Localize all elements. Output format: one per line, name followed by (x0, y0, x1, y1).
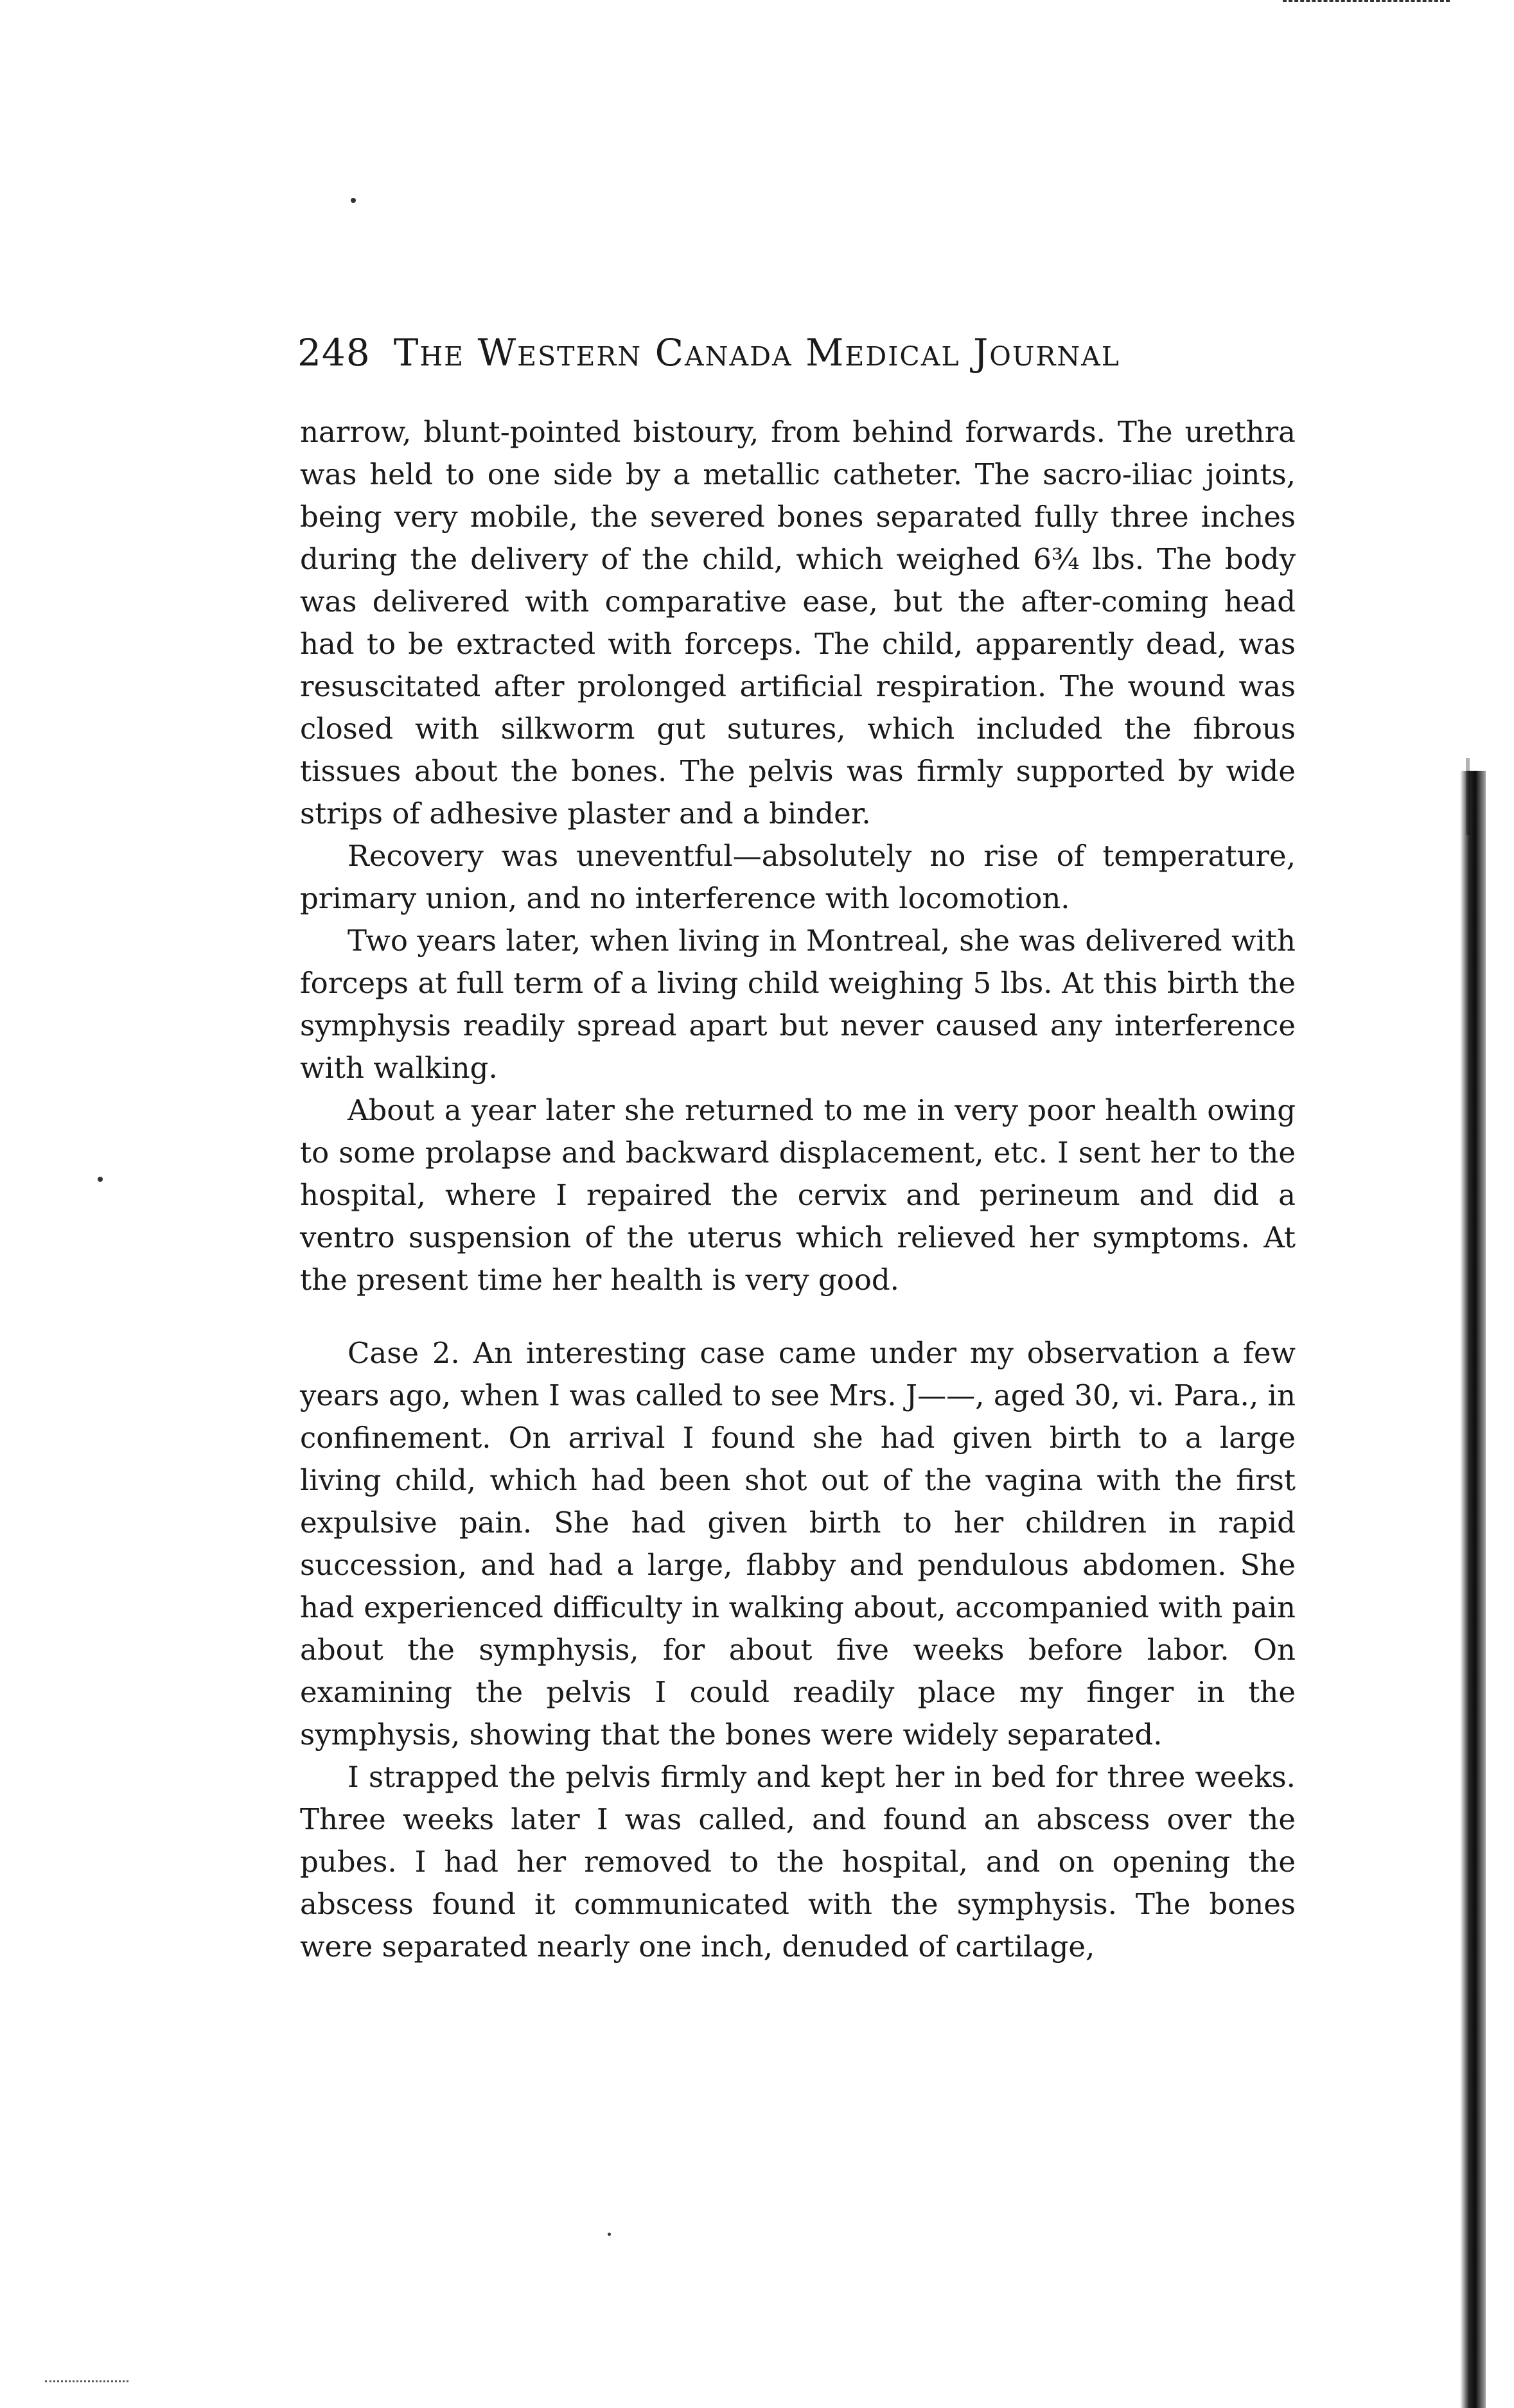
paragraph: Case 2. An interesting case came under my observation a few years ago, when I was called to see Mrs. J——, aged 30, vi. Para., in confinement. On arrival I found she had given birth to a large living child, which had been shot out of the vagina with the first expulsive pain. She had given birth to her children in rapid succession, and had a large, flabby and pendulous abdomen. She had experienced difficulty in walking about, accompanied with pain about the symphysis, for about five weeks before labor. On examining the pelvis I could readily place my finger in the symphysis, showing that the bones were widely separated. (300, 1336, 1296, 1752)
binding-shadow (1460, 771, 1486, 2408)
paragraph: Two years later, when living in Montreal, she was delivered with forceps at full term of a living child weighing 5 lbs. At this birth the symphysis readily spread apart but never caused any interference with walking. (300, 924, 1296, 1085)
scan-artifact-bottom (45, 2380, 128, 2386)
body-text (300, 411, 1296, 1968)
paragraph: I strapped the pelvis firmly and kept her in bed for three weeks. Three weeks later I was called, and found an abscess over the pubes. I had her removed to the hospital, and on opening the abscess found it communicated with the symphysis. The bones were separated nearly one inch, denuded of cartilage, (300, 1760, 1296, 1964)
scan-artifact-top (1283, 0, 1450, 8)
scan-speck (98, 1177, 103, 1182)
scan-speck (351, 198, 356, 203)
journal-title: The Western Canada Medical Journal (393, 331, 1121, 374)
paragraph: Recovery was uneventful—absolutely no rise of temperature, primary union, and no interference with locomotion. (300, 839, 1296, 915)
paragraph: narrow, blunt-pointed bistoury, from behind forwards. The urethra was held to one side by a metallic catheter. The sacro-iliac joints, being very mobile, the severed bones separated fully three inches during the delivery of the child, which weighed 6¾ lbs. The body was delivered with comparative ease, but the after-coming head had to be extracted with forceps. The child, apparently dead, was resuscitated after prolonged artificial respiration. The wound was closed with silkworm gut sutures, which included the fibrous tissues about the bones. The pelvis was firmly supported by wide strips of adhesive plaster and a binder. (300, 415, 1296, 830)
page-number: 248 (297, 331, 371, 374)
running-header (297, 331, 1299, 374)
paragraph: About a year later she returned to me in very poor health owing to some prolapse and backward displacement, etc. I sent her to the hospital, where I repaired the cervix and perineum and did a ventro suspension of the uterus which relieved her symptoms. At the present time her health is very good. (300, 1093, 1296, 1297)
scan-speck (608, 2233, 611, 2236)
